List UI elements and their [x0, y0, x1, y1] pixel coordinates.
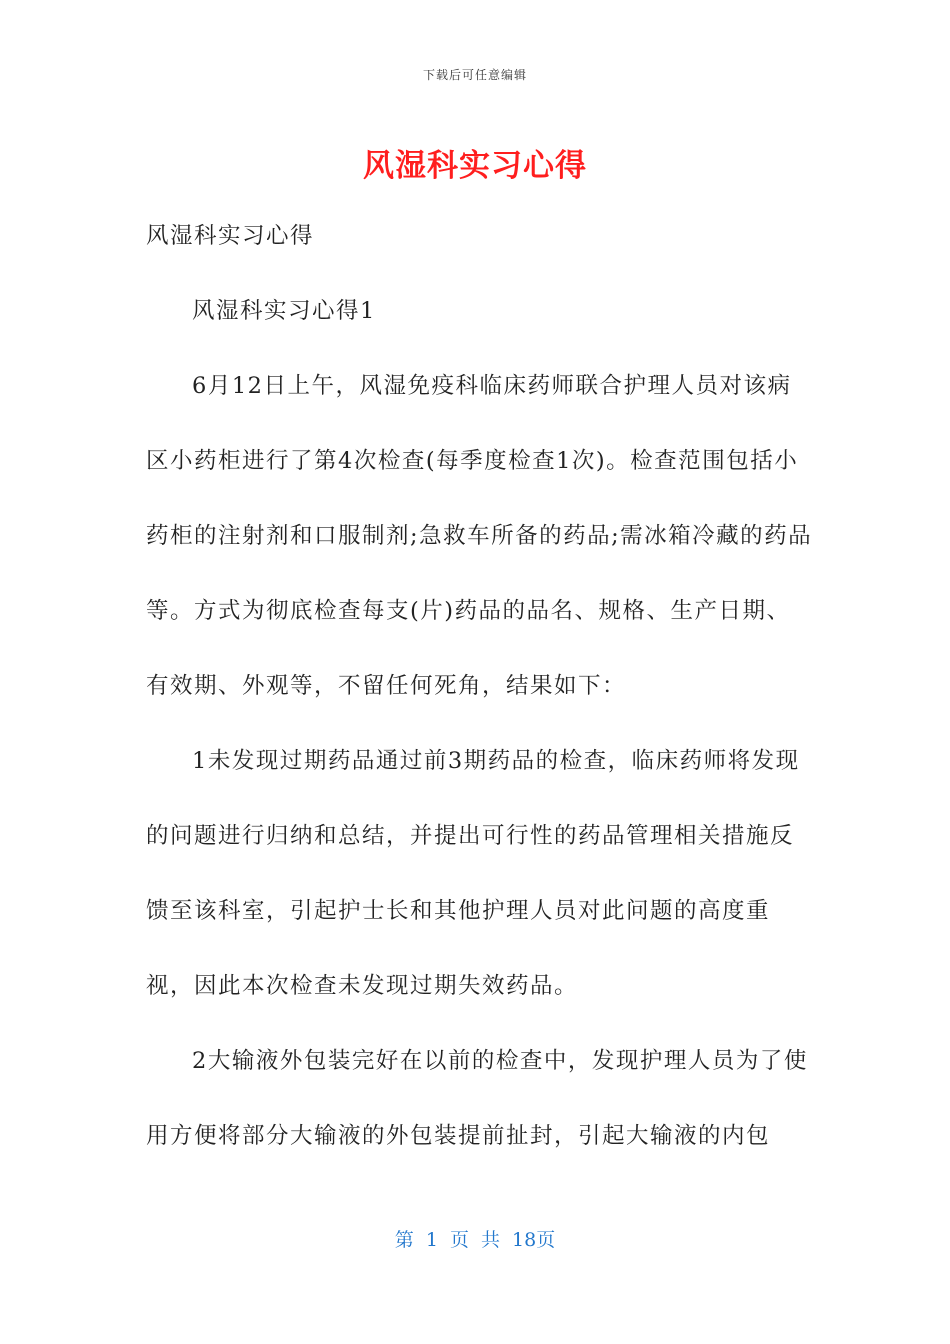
paragraph-3: 2大输液外包装完好在以前的检查中，发现护理人员为了使用方便将部分大输液的外包装提前扯封，引起大输液的内包: [146, 1048, 808, 1149]
document-body: [146, 199, 814, 1174]
page-indicator: 第 1 页 共 18页: [394, 1229, 556, 1251]
document-subtitle: 风湿科实习心得: [146, 223, 315, 249]
section-heading: 风湿科实习心得1: [192, 298, 376, 324]
paragraph-1: 6月12日上午，风湿免疫科临床药师联合护理人员对该病区小药柜进行了第4次检查(每季度检查1次)。检查范围包括小药柜的注射剂和口服制剂;急救车所备的药品;需冰箱冷藏的药品等。方式为彻底检查每支(片)药品的品名、规格、生产日期、有效期、外观等，不留任何死角，结果如下：: [146, 373, 813, 699]
header-note: 下载后可任意编辑: [422, 68, 527, 82]
document-title: 风湿科实习心得: [363, 148, 587, 184]
paragraph-2: 1未发现过期药品通过前3期药品的检查，临床药师将发现的问题进行归纳和总结，并提出可行性的药品管理相关措施反馈至该科室，引起护士长和其他护理人员对此问题的高度重视，因此本次检查未发现过期失效药品。: [146, 748, 800, 999]
